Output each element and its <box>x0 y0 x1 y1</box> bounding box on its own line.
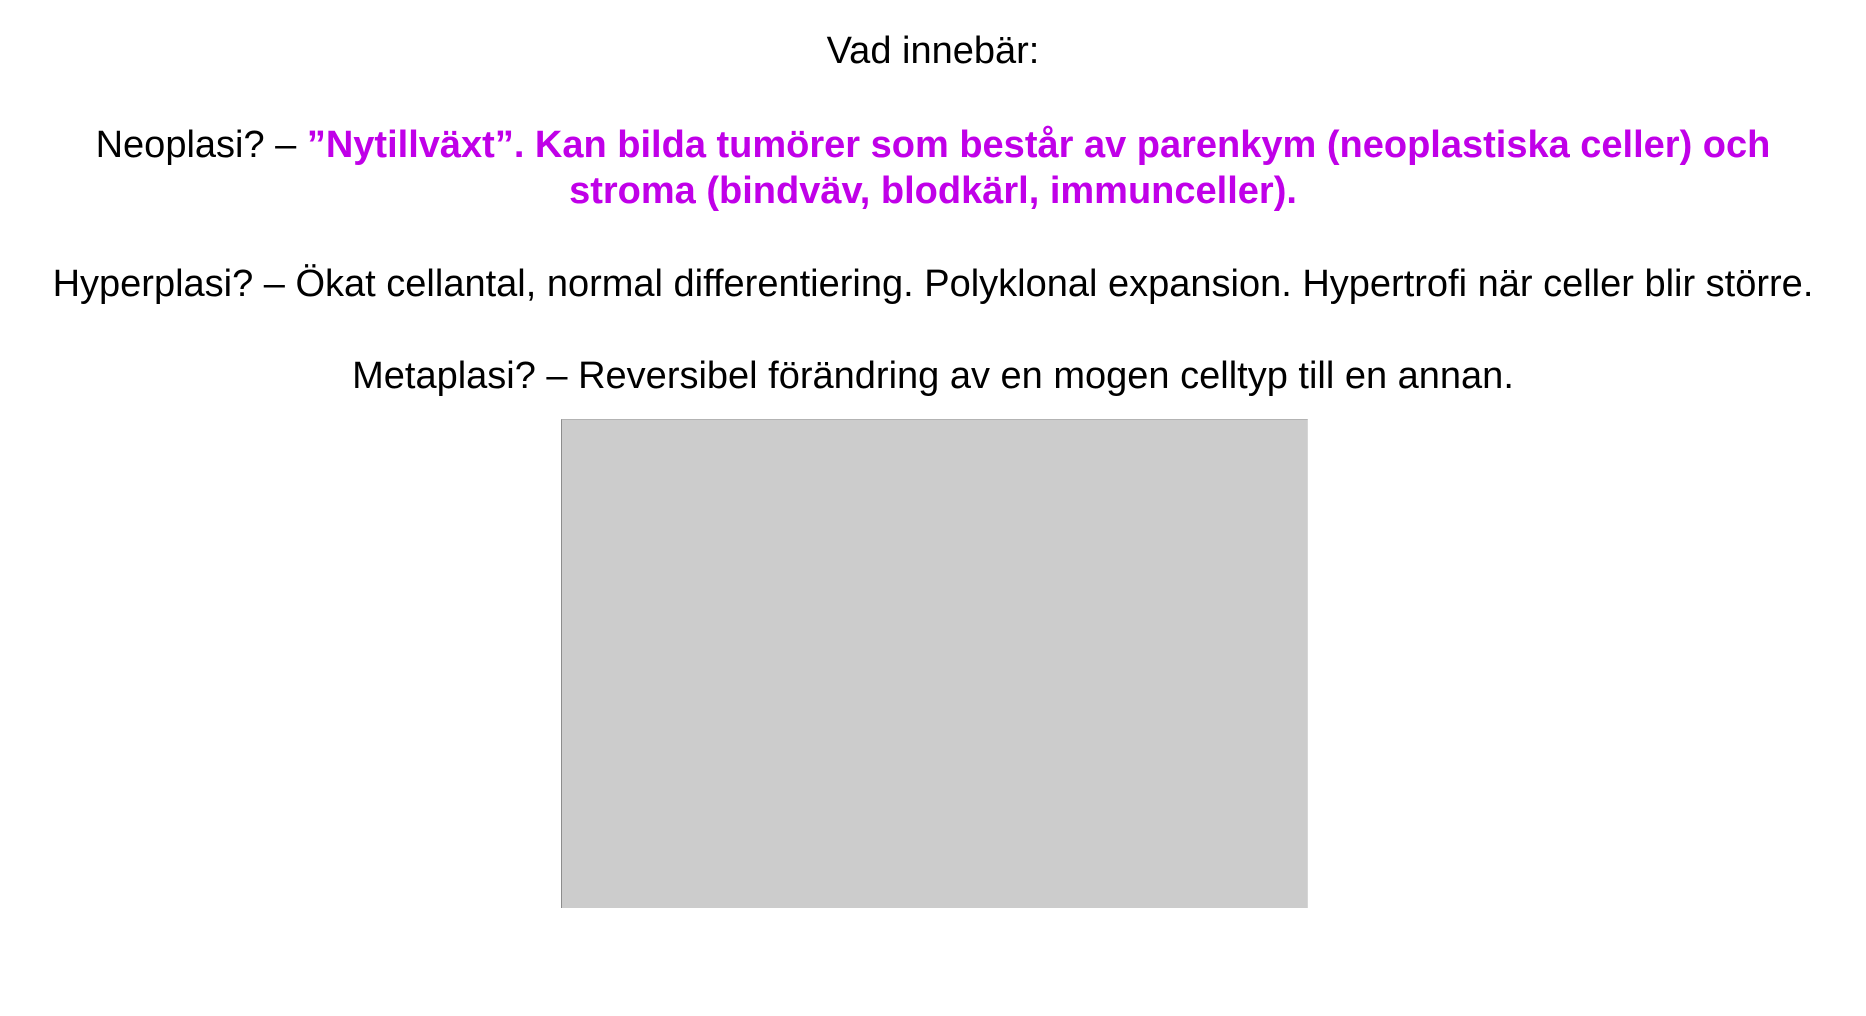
image-placeholder <box>561 419 1308 908</box>
neoplasi-definition-part-1: ”Nytillväxt”. Kan bilda tumörer som består av parenkym (neoplastiska celler) och <box>306 124 1771 166</box>
neoplasi-definition-part-2: stroma (bindväv, blodkärl, immunceller). <box>569 170 1297 212</box>
neoplasi-line-2 <box>0 168 1866 214</box>
neoplasi-term: Neoplasi? – <box>95 124 307 166</box>
slide-heading: Vad innebär: <box>826 30 1040 72</box>
hyperplasi-line: Hyperplasi? – Ökat cellantal, normal differentiering. Polyklonal expansion. Hypertrofi när celler blir större. <box>52 263 1814 305</box>
neoplasi-line-1 <box>0 122 1866 168</box>
metaplasi-line: Metaplasi? – Reversibel förändring av en mogen celltyp till en annan. <box>352 355 1514 397</box>
